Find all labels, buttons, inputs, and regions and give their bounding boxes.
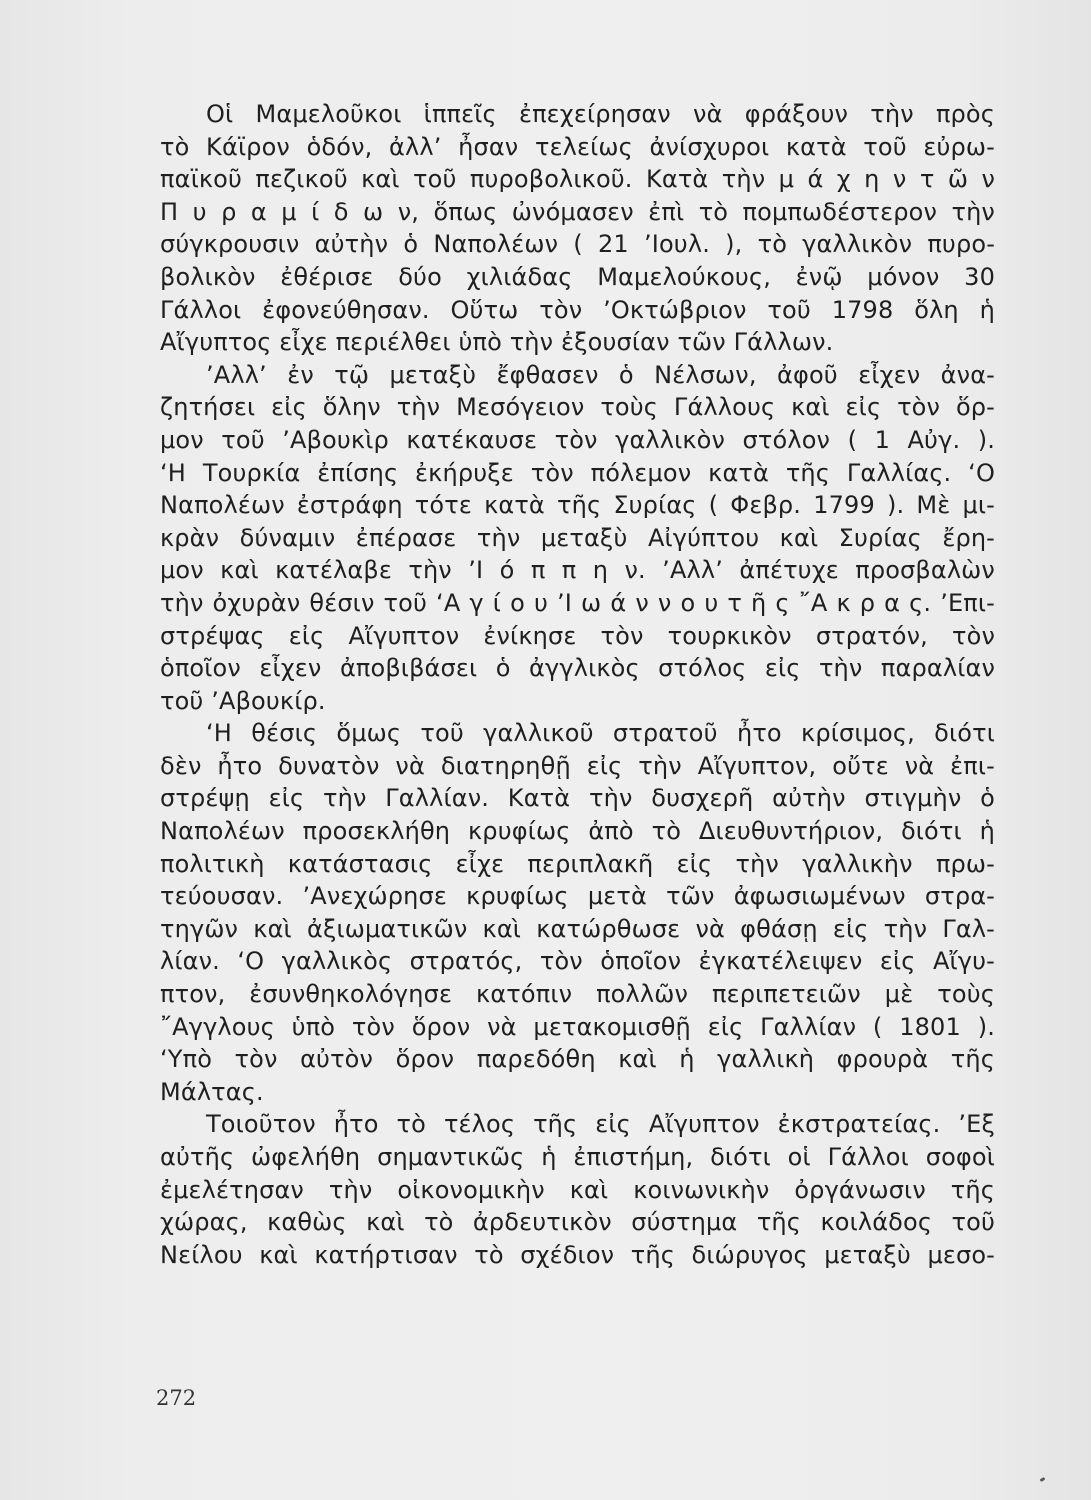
text-line: μον καὶ κατέλαβε τὴν ’Ι ό π π η ν. ’Αλλ’ ἀπέτυχε προσβαλὼν	[160, 556, 995, 585]
text-line: τοῦ ’Αβουκίρ.	[160, 686, 326, 715]
text-line: πολιτικὴ κατάστασις εἶχε περιπλακῆ εἰς τὴν γαλλικὴν πρω-	[160, 849, 995, 878]
text-line: τεύουσαν. ’Ανεχώρησε κρυφίως μετὰ τῶν ἀφωσιωμένων στρα-	[160, 882, 995, 911]
text-line: ‘Η Τουρκία ἐπίσης ἐκήρυξε τὸν πόλεμον κατὰ τῆς Γαλλίας. ‘Ο	[160, 458, 995, 487]
text-line: Νείλου καὶ κατήρτισαν τὸ σχέδιον τῆς διώρυγος μεταξὺ μεσο-	[160, 1240, 995, 1269]
text-line: σύγκρουσιν αὐτὴν ὁ Ναπολέων ( 21 ’Ιουλ. ), τὸ γαλλικὸν πυρο-	[160, 230, 995, 259]
text-line: στρέψῃ εἰς τὴν Γαλλίαν. Κατὰ τὴν δυσχερῆ αὐτὴν στιγμὴν ὁ	[160, 784, 995, 813]
page-number: 272	[156, 1386, 197, 1410]
text-line: αὐτῆς ὠφελήθη σημαντικῶς ἡ ἐπιστήμη, διότι οἱ Γάλλοι σοφοὶ	[160, 1143, 995, 1171]
text-line: ὁποῖον εἶχεν ἀποβιβάσει ὁ ἀγγλικὸς στόλος εἰς τὴν παραλίαν	[160, 654, 995, 683]
text-line: ἐμελέτησαν τὴν οἰκονομικὴν καὶ κοινωνικὴν ὀργάνωσιν τῆς	[160, 1175, 995, 1204]
text-line: ζητήσει εἰς ὅλην τὴν Μεσόγειον τοὺς Γάλλους καὶ εἰς τὸν ὅρ-	[160, 393, 995, 422]
text-line: Τοιοῦτον ἦτο τὸ τέλος τῆς εἰς Αἴγυπτον ἐκστρατείας. ’Εξ	[206, 1110, 995, 1139]
text-line: μον τοῦ ’Αβουκὶρ κατέκαυσε τὸν γαλλικὸν στόλον ( 1 Αὐγ. ).	[160, 425, 995, 454]
scan-speck	[1040, 1477, 1046, 1482]
text-line: δὲν ἦτο δυνατὸν νὰ διατηρηθῇ εἰς τὴν Αἴγυπτον, οὔτε νὰ ἐπι-	[160, 751, 995, 780]
text-line: χώρας, καθὼς καὶ τὸ ἀρδευτικὸν σύστημα τῆς κοιλάδος τοῦ	[160, 1208, 995, 1237]
text-line: Γάλλοι ἐφονεύθησαν. Οὕτω τὸν ’Οκτώβριον τοῦ 1798 ὅλη ἡ	[160, 295, 995, 324]
text-line: βολικὸν ἐθέρισε δύο χιλιάδας Μαμελούκους, ἐνῷ μόνον 30	[160, 262, 995, 291]
text-line: ‘Υπὸ τὸν αὐτὸν ὅρον παρεδόθη καὶ ἡ γαλλικὴ φρουρὰ τῆς	[160, 1045, 995, 1074]
text-line: τηγῶν καὶ ἀξιωματικῶν καὶ κατώρθωσε νὰ φθάσῃ εἰς τὴν Γαλ-	[160, 914, 995, 943]
text-line: Οἱ Μαμελοῦκοι ἱππεῖς ἐπεχείρησαν νὰ φράξουν τὴν πρὸς	[206, 100, 995, 128]
text-line: ‘Η θέσις ὅμως τοῦ γαλλικοῦ στρατοῦ ἦτο κρίσιμος, διότι	[206, 719, 995, 748]
text-line: στρέψας εἰς Αἴγυπτον ἐνίκησε τὸν τουρκικὸν στρατόν, τὸν	[160, 621, 995, 650]
text-line: ’Αλλ’ ἐν τῷ μεταξὺ ἔφθασεν ὁ Νέλσων, ἀφοῦ εἶχεν ἀνα-	[206, 360, 995, 389]
text-line: τὴν ὀχυρὰν θέσιν τοῦ ‘Α γ ί ο υ ’Ι ω ά ν ν ο υ τ ῆ ς ῎Α κ ρ α ς. ’Επι-	[160, 588, 995, 617]
text-line: κρὰν δύναμιν ἐπέρασε τὴν μεταξὺ Αἰγύπτου καὶ Συρίας ἔρη-	[160, 523, 995, 552]
text-line: πτον, ἐσυνθηκολόγησε κατόπιν πολλῶν περιπετειῶν μὲ τοὺς	[160, 980, 995, 1009]
body-text	[160, 98, 995, 1271]
text-line: Αἴγυπτος εἶχε περιέλθει ὑπὸ τὴν ἐξουσίαν τῶν Γάλλων.	[160, 328, 834, 357]
text-line: ῎Αγγλους ὑπὸ τὸν ὅρον νὰ μετακομισθῇ εἰς Γαλλίαν ( 1801 ).	[160, 1012, 995, 1041]
text-line: Ναπολέων ἐστράφη τότε κατὰ τῆς Συρίας ( Φεβρ. 1799 ). Μὲ μι-	[160, 491, 995, 520]
text-line: Μάλτας.	[160, 1077, 264, 1106]
text-line: λίαν. ‘Ο γαλλικὸς στρατός, τὸν ὁποῖον ἐγκατέλειψεν εἰς Αἴγυ-	[160, 947, 995, 976]
text-line: παϊκοῦ πεζικοῦ καὶ τοῦ πυροβολικοῦ. Κατὰ τὴν μ ά χ η ν τ ῶ ν	[160, 165, 995, 194]
text-line: Π υ ρ α μ ί δ ω ν, ὅπως ὠνόμασεν ἐπὶ τὸ πομπωδέστερον τὴν	[160, 197, 995, 226]
text-line: Ναπολέων προσεκλήθη κρυφίως ἀπὸ τὸ Διευθυντήριον, διότι ἡ	[160, 817, 995, 846]
text-line: τὸ Κάϊρον ὁδόν, ἀλλ’ ἦσαν τελείως ἀνίσχυροι κατὰ τοῦ εὐρω-	[160, 132, 995, 161]
